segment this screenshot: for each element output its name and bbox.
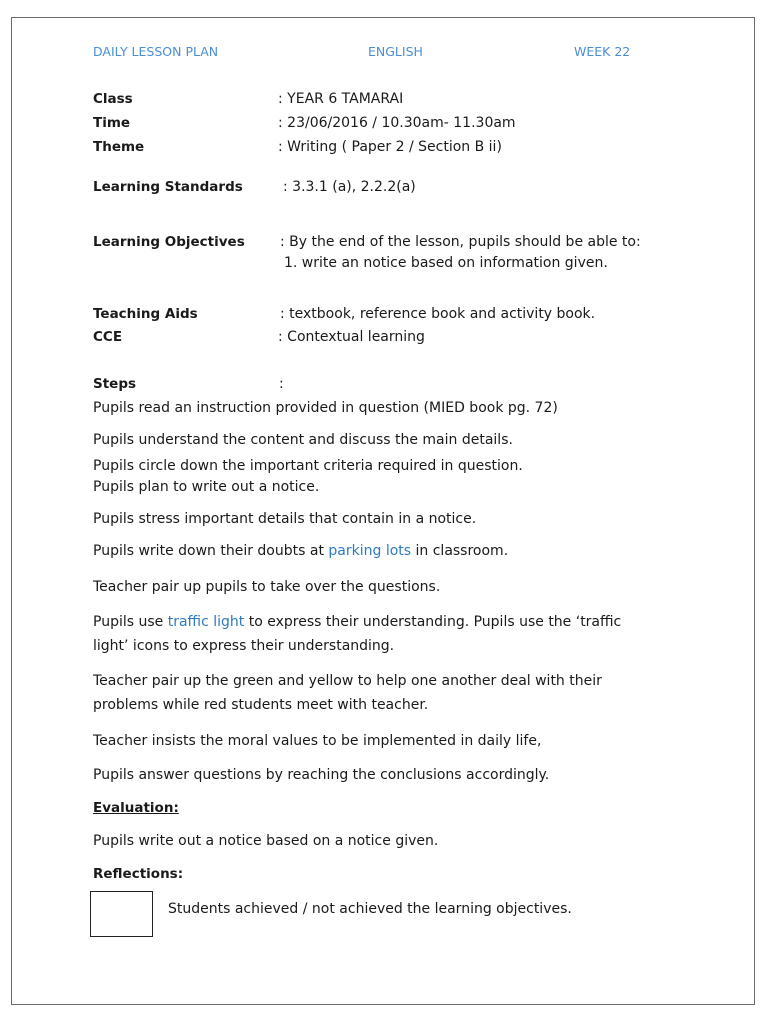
reflections-label: Reflections: bbox=[93, 866, 184, 882]
step-7-text-start: Pupils use bbox=[93, 614, 168, 630]
step-3a: Pupils circle down the important criteria required in question. bbox=[93, 458, 523, 474]
step-5-text-end: in classroom. bbox=[411, 543, 509, 559]
learning-standards-value: : 3.3.1 (a), 2.2.2(a) bbox=[283, 179, 416, 195]
step-1: Pupils read an instruction provided in question (MIED book pg. 72) bbox=[93, 400, 558, 416]
teaching-aids-label: Teaching Aids bbox=[93, 306, 198, 322]
traffic-light-link[interactable]: traffic light bbox=[167, 614, 245, 630]
class-value: : YEAR 6 TAMARAI bbox=[278, 91, 404, 107]
evaluation-text: Pupils write out a notice based on a notice given. bbox=[93, 833, 439, 849]
step-8a: Teacher pair up the green and yellow to help one another deal with their bbox=[93, 673, 602, 689]
step-7-text-end: to express their understanding. Pupils use the ‘traffic bbox=[244, 614, 622, 630]
header-week: WEEK 22 bbox=[574, 44, 631, 59]
steps-label: Steps bbox=[93, 376, 137, 392]
step-9: Teacher insists the moral values to be implemented in daily life, bbox=[93, 733, 542, 749]
cce-label: CCE bbox=[93, 329, 123, 345]
learning-objectives-label: Learning Objectives bbox=[93, 234, 245, 250]
steps-colon: : bbox=[279, 376, 284, 392]
parking-lots-link[interactable]: parking lots bbox=[328, 543, 412, 559]
theme-label: Theme bbox=[93, 139, 145, 155]
time-label: Time bbox=[93, 115, 131, 131]
time-value: : 23/06/2016 / 10.30am- 11.30am bbox=[278, 115, 516, 131]
step-5 bbox=[93, 543, 508, 559]
step-6: Teacher pair up pupils to take over the questions. bbox=[93, 579, 441, 595]
header-subject: ENGLISH bbox=[368, 44, 423, 59]
reflections-text: Students achieved / not achieved the learning objectives. bbox=[168, 901, 572, 917]
learning-standards-label: Learning Standards bbox=[93, 179, 243, 195]
cce-value: : Contextual learning bbox=[278, 329, 425, 345]
step-7 bbox=[93, 614, 621, 630]
reflection-checkbox[interactable] bbox=[90, 891, 153, 937]
learning-objectives-value: : By the end of the lesson, pupils should be able to: bbox=[280, 234, 641, 250]
step-5-text-start: Pupils write down their doubts at bbox=[93, 543, 329, 559]
step-4: Pupils stress important details that contain in a notice. bbox=[93, 511, 477, 527]
header-title: DAILY LESSON PLAN bbox=[93, 44, 219, 59]
step-3b: Pupils plan to write out a notice. bbox=[93, 479, 320, 495]
step-2: Pupils understand the content and discuss the main details. bbox=[93, 432, 513, 448]
step-8b: problems while red students meet with teacher. bbox=[93, 697, 429, 713]
theme-value: : Writing ( Paper 2 / Section B ii) bbox=[278, 139, 502, 155]
class-label: Class bbox=[93, 91, 133, 107]
learning-objective-item: 1. write an notice based on information given. bbox=[284, 255, 608, 271]
evaluation-label: Evaluation: bbox=[93, 800, 179, 816]
step-7b: light’ icons to express their understanding. bbox=[93, 638, 395, 654]
teaching-aids-value: : textbook, reference book and activity book. bbox=[280, 306, 596, 322]
step-10: Pupils answer questions by reaching the conclusions accordingly. bbox=[93, 767, 550, 783]
